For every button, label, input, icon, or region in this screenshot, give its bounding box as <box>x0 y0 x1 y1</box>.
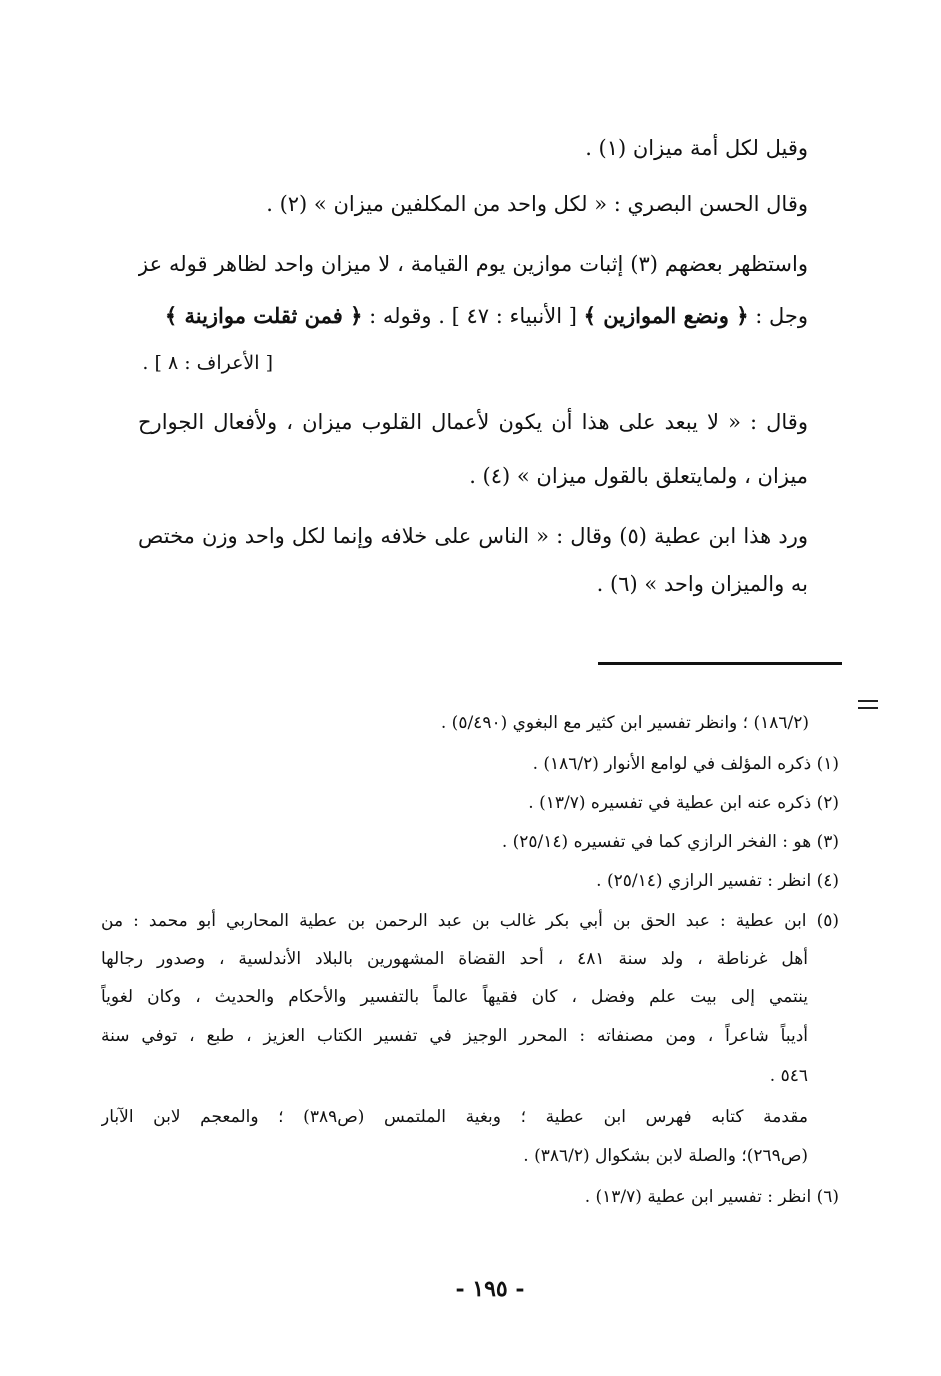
main-text-line-6: وقال : « لا يبعد على هذا أن يكون لأعمال القلوب ميزان ، ولأفعال الجوارح <box>138 410 808 434</box>
footnote-separator <box>598 662 842 665</box>
main-text-line-3: واستظهر بعضهم (٣) إثبات موازين يوم القيامة ، لا ميزان واحد لظاهر قوله عز <box>138 252 808 276</box>
main-text-line-9: به والميزان واحد » (٦) . <box>596 572 808 596</box>
quran-reference-text: [ الأنبياء : ٤٧ ] . وقوله : <box>362 304 584 328</box>
footnote-5-sources-line-2: (ص٢٦٩)؛ والصلة لابن بشكوال (٣٨٦/٢) . <box>523 1146 808 1166</box>
quran-intro-text: وجل : <box>748 304 808 328</box>
footnote-3: (٣) هو : الفخر الرازي كما في تفسيره (٢٥/١٤) . <box>501 832 839 852</box>
footnote-5-sources-line-1: مقدمة كتابه فهرس ابن عطية ؛ وبغية الملتمس (ص٣٨٩) ؛ والمعجم لابن الآبار <box>101 1107 808 1127</box>
page-number: - ١٩٥ - <box>455 1276 525 1302</box>
margin-mark <box>858 700 878 714</box>
quran-verse-1: ﴿ ونضع الموازين ﴾ <box>583 303 749 328</box>
main-text-line-1: وقيل لكل أمة ميزان (١) . <box>585 136 808 160</box>
footnote-continuation: (١٨٦/٢) ؛ وانظر تفسير ابن كثير مع البغوي (٥/٤٩٠) . <box>440 713 809 733</box>
footnote-1: (١) ذكره المؤلف في لوامع الأنوار (١٨٦/٢) . <box>532 754 839 774</box>
main-text-line-4 <box>138 299 808 333</box>
quran-verse-2: ﴿ فمن ثقلت موازينة ﴾ <box>164 303 363 328</box>
main-text-line-5: [ الأعراف : ٨ ] . <box>142 352 273 374</box>
footnote-4: (٤) انظر : تفسير الرازي (٢٥/١٤) . <box>596 871 839 891</box>
footnote-5-line-5: ٥٤٦ . <box>769 1066 808 1086</box>
footnote-5-line-2: أهل غرناطة ، ولد سنة ٤٨١ ، أحد القضاة المشهورين بالبلاد الأندلسية ، وصدور رجالها <box>101 949 808 969</box>
footnote-5-line-4: أديباً شاعراً ، ومن مصنفاته : المحرر الوجيز في تفسير الكتاب العزيز ، طبع ، توفي سنة <box>101 1026 808 1046</box>
main-text-line-7: ميزان ، ولمايتعلق بالقول ميزان » (٤) . <box>469 464 808 488</box>
footnote-2: (٢) ذكره عنه ابن عطية في تفسيره (١٣/٧) . <box>528 793 839 813</box>
footnote-6: (٦) انظر : تفسير ابن عطية (١٣/٧) . <box>584 1187 839 1207</box>
main-text-line-8: ورد هذا ابن عطية (٥) وقال : « الناس على خلافه وإنما لكل واحد وزن مختص <box>138 524 808 548</box>
footnote-5-line-3: ينتمي إلى بيت علم وفضل ، كان فقيهاً عالماً بالتفسير والأحكام والحديث ، وكان لغوياً <box>101 987 808 1007</box>
footnote-5-line-1: (٥) ابن عطية : عبد الحق بن أبي بكر غالب بن عبد الرحمن بن عطية المحاربي أبو محمد : من <box>101 911 839 931</box>
main-text-line-2: وقال الحسن البصري : « لكل واحد من المكلفين ميزان » (٢) . <box>266 192 808 216</box>
